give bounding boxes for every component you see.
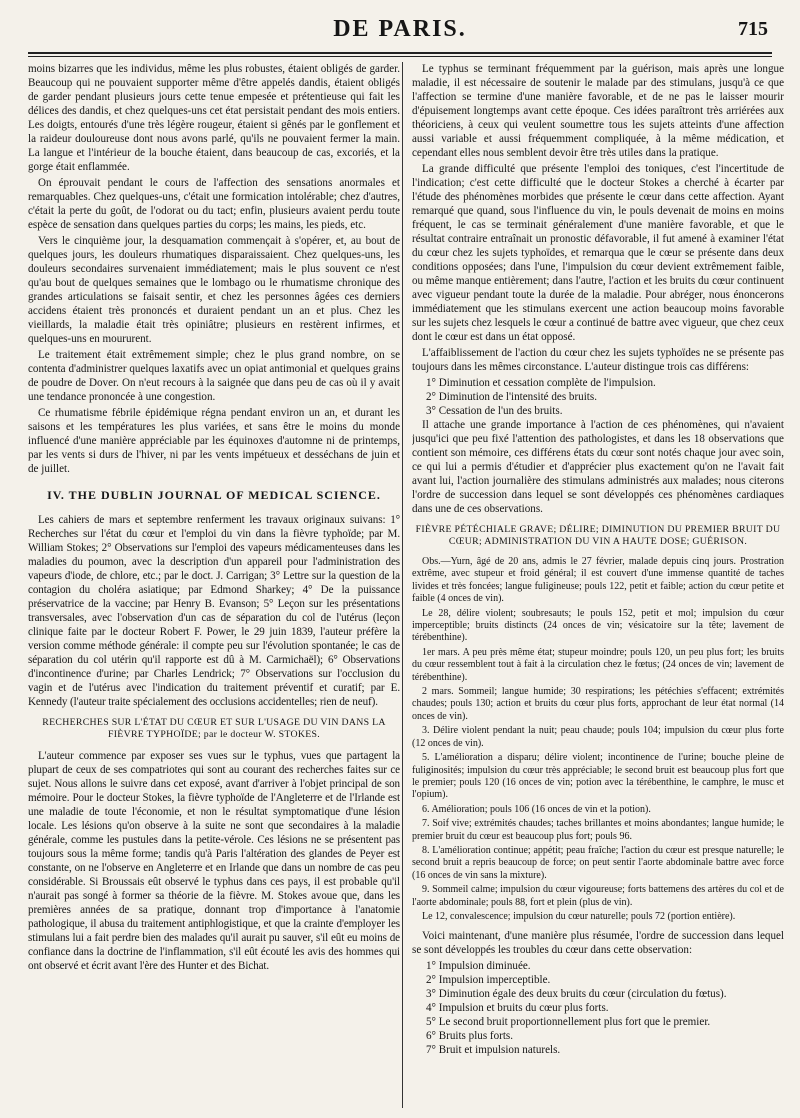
right-paragraph-5: Voici maintenant, d'une manière plus résumée, l'ordre de succession dans lequel se sont développés les troubles du cœur dans cette observation: bbox=[412, 930, 784, 957]
left-paragraph-6: Les cahiers de mars et septembre renferment les travaux originaux suivans: 1° Recherches sur l'état du cœur et l'emploi du vin dans la fièvre typhoïde; par M. William Stokes; 2° Observations sur l'emploi des vapeurs médicamenteuses dans les maladies du poumon, avec la description d'un appareil pour l'administration des vapeurs d'iode, de chlore, etc.; par le doct. J. Carrigan; 3° Lettre sur la question de la contagion du choléra asiatique; par Edmond Sharkey; 4° De la puissance préservatrice de la vaccine; par Henry B. Evanson; 5° Leçon sur les présentations transversales, avec l'observation d'un cas de séparation du col de l'utérus (leçon clinique faite par le docteur Robert F. Power, le 29 juin 1839, l'auteur préfère la version comme méthode générale: il compte peu sur l'évolution spontanée; le cas de séparation du col utérin qu'il rapporte est dû à M. Carmichaël); 6° Observations d'incontinence d'urine; par Charles Lendrick; 7° Observations sur l'occlusion du vagin et de l'utérus avec l'indication du traitement préventif et curatif; par E. Kennedy (l'auteur traite spécialement des occlusions accidentelles; rien de neuf). bbox=[28, 514, 400, 708]
column-divider bbox=[402, 62, 403, 1108]
list-item: 5° Le second bruit proportionnellement plus fort que le premier. bbox=[426, 1016, 711, 1029]
left-paragraph-3: Vers le cinquième jour, la desquamation commençait à s'opérer, et, au bout de quelques jours, les douleurs rhumatiques disparaissaient. Chez quelques-uns, les douleurs secondaires survenaient immédiatement; mais le plus souvent ce n'est qu'au bout de quelques semaines que le lombago ou le rhumatisme chronique des grandes articulations se faisait sentir, et chez les personnes âgées ces derniers accidens étaient très prononcés et duraient pendant un an et plus. Chez les vieillards, la maladie était très opiniâtre; plusieurs en restèrent infirmes, et quelques-uns en moururent. bbox=[28, 235, 400, 345]
observation-entry: Obs.—Yurn, âgé de 20 ans, admis le 27 février, malade depuis cinq jours. Prostration extrême, avec stupeur et froid général; il est couvert d'une immense quantité de taches livides et très foncées; langue fuligineuse; pouls 122, petit et faible; action du cœur petite et faible (4 onces de vin). bbox=[412, 556, 784, 605]
left-column bbox=[28, 62, 400, 1112]
observation-entry: 1er mars. A peu près même état; stupeur moindre; pouls 120, un peu plus fort; les bruits du cœur ressemblent tout à fait à la circulation chez le fœtus; (24 onces de vin; lavement de térébenthine). bbox=[412, 646, 784, 683]
header-rule-thin bbox=[28, 56, 772, 57]
cases-list bbox=[426, 376, 784, 418]
observation-entry: 6. Amélioration; pouls 106 (16 onces de vin et la potion). bbox=[422, 803, 651, 815]
page-header bbox=[28, 10, 772, 50]
left-paragraph-1: moins bizarres que les individus, même les plus robustes, étaient obligés de garder. Beaucoup qui ne pouvaient supporter même d'être appelés dandis, étaient obligés de garder pendant plusieurs jours cette tenue empesée et prétentieuse qui fait les délices des dandis, et chez quelques-uns cet état persistait pendant des mois entiers. Les doigts, entourés d'une très légère rougeur, étaient si gênés par le gonflement et la raideur douloureuse dont nous avons parlé, qu'ils ne pouvaient fermer la main. La langue et l'intérieur de la bouche étaient, dans beaucoup de cas, excoriés, et la gorge était enflammée. bbox=[28, 63, 400, 173]
observation-entry: 2 mars. Sommeil; langue humide; 30 respirations; les pétéchies s'effacent; extrémités chaudes; pouls 130; action et bruits du cœur plus forts, approchant de leur état normal (14 onces de vin). bbox=[412, 686, 784, 722]
observation-entry: 7. Soif vive; extrémités chaudes; taches brillantes et moins abondantes; langue humide; le premier bruit du cœur est beaucoup plus fort; pouls 96. bbox=[412, 818, 784, 842]
left-paragraph-7: L'auteur commence par exposer ses vues sur le typhus, vues que partagent la plupart de ceux de ses compatriotes qui sont au courant des recherches faites sur ce sujet. Nous allons le suivre dans cet exposé, avant d'arriver à l'objet principal de son mémoire. Pour le docteur Stokes, la fièvre typhoïde de l'Angleterre et de l'Irlande est une maladie de toute l'économie, et non le résultat symptomatique d'une lésion locale. Les lésions qu'on observe à la suite ne sont que secondaires à la maladie générale, comme les pustules dans la petite-vérole. Ces lésions ne se présentent pas toujours sous la même forme; tandis qu'à Paris l'altération des glandes de Peyer est constante, on ne l'observe en Angleterre et en Irlande que dans un nombre de cas peu considérable. Si Broussais eût observé le typhus dans ces pays, il est probable qu'il n'aurait pas songé à former sa théorie de la fièvre. M. Stokes avoue que, dans les premières années de sa pratique, donnant trop d'importance à l'anatomie pathologique, il abusa du traitement antiphlogistique, et que la crainte d'employer les stimulans lui a fait perdre bien des malades qu'il aurait pu sauver, s'il eût eu moins de confiance dans la doctrine de l'inflammation, s'il eût écouté les avis des hommes qui ont observé et écrit avant l'ère des Hunter et des Bichat. bbox=[28, 750, 400, 972]
page-number: 715 bbox=[738, 18, 768, 40]
observation-block bbox=[412, 556, 784, 923]
observation-entry: 5. L'amélioration a disparu; délire violent; incontinence de l'urine; bouche pleine de fuliginosités; impulsion du cœur très appréciable; le second bruit est beaucoup plus fort que le premier; pouls 120 (16 onces de vin; potion avec la térébenthine, le camphre, le musc et l'opium). bbox=[412, 752, 784, 801]
list-item: 3° Diminution égale des deux bruits du cœur (circulation du fœtus). bbox=[426, 988, 727, 1001]
running-title: DE PARIS. bbox=[333, 16, 467, 42]
right-paragraph-4: Il attache une grande importance à l'action de ces phénomènes, qui n'avaient jusqu'ici que peu fixé l'attention des pathologistes, et dans les 18 observations que contient son mémoire, ces différens états du cœur sont notés chaque jour avec soin, ce qui lui a permis d'étudier et d'apprécier plus exactement qu'on ne l'avait fait avant lui, l'action journalière des stimulans administrés aux malades; nous citerons l'ordre de succession dans lequel se sont développés ces phénomènes cardiaques dans une de ces observations. bbox=[412, 419, 784, 515]
header-rule bbox=[28, 52, 772, 54]
observation-entry: Le 28, délire violent; soubresauts; le pouls 152, petit et mol; impulsion du cœur imperceptible; bruits distincts (24 onces de vin; vésicatoire sur la tête; lavement de térébenthine). bbox=[412, 607, 784, 644]
left-paragraph-4: Le traitement était extrêmement simple; chez le plus grand nombre, on se contenta d'administrer quelques laxatifs avec un opiat antimonial et quelques grains de poudre de Dover. On n'eut recours à la saignée que dans peu de cas où il y avait une tendance prononcée à une congestion. bbox=[28, 349, 400, 403]
left-paragraph-5: Ce rhumatisme fébrile épidémique régna pendant environ un an, et durant les saisons et les températures les plus variées, et sans être le moins du monde influencé d'une manière appréciable par les équinoxes d'automne ni de printemps, par les vents si durs de l'hiver, ni par les vents impétueux et desséchans de juin et de juillet. bbox=[28, 407, 400, 475]
succession-list bbox=[426, 959, 784, 1057]
list-item: 3° Cessation de l'un des bruits. bbox=[426, 405, 563, 417]
right-paragraph-3: L'affaiblissement de l'action du cœur chez les sujets typhoïdes ne se présente pas toujours dans les mêmes circonstance. L'auteur distingue trois cas différens: bbox=[412, 347, 784, 373]
observation-entry: 9. Sommeil calme; impulsion du cœur vigoureuse; forts battemens des artères du col et de l'aorte abdominale; pouls 88, fort et plein (plus de vin). bbox=[412, 884, 784, 908]
list-item: 2° Diminution de l'intensité des bruits. bbox=[426, 391, 597, 403]
list-item: 6° Bruits plus forts. bbox=[426, 1030, 514, 1043]
list-item: 7° Bruit et impulsion naturels. bbox=[426, 1044, 561, 1057]
list-item: 1° Diminution et cessation complète de l'impulsion. bbox=[426, 377, 656, 389]
list-item: 4° Impulsion et bruits du cœur plus forts. bbox=[426, 1002, 609, 1015]
right-paragraph-1: Le typhus se terminant fréquemment par la guérison, mais après une longue maladie, il est nécessaire de soutenir le malade par des stimulans, jusqu'à ce que l'affection se termine d'une manière favorable, et de ne pas le laisser mourir d'épuisement longtemps avant cette époque. Ces idées paraîtront très arriérées aux théoriciens, à ceux qui veulent soumettre tous les sujets atteints d'une affection aussi variable et aussi fréquemment compliquée, à la même médication, et cependant elles nous semblent devoir être très utiles dans la pratique. bbox=[412, 63, 784, 159]
section-title: IV. THE DUBLIN JOURNAL OF MEDICAL SCIENCE. bbox=[47, 488, 381, 502]
right-column bbox=[412, 62, 784, 1112]
left-paragraph-2: On éprouvait pendant le cours de l'affection des sensations anormales et remarquables. Chez quelques-uns, c'était une formication intolérable; chez d'autres, c'était la perte du goût, de l'odorat ou du tact; enfin, plusieurs avaient perdu toute espèce de sensation dans quelques parties du corps; les mains, les pieds, etc. bbox=[28, 177, 400, 231]
observation-title: FIÈVRE PÉTÉCHIALE GRAVE; DÉLIRE; DIMINUTION DU PREMIER BRUIT DU CŒUR; ADMINISTRATION DU VIN A HAUTE DOSE; GUÉRISON. bbox=[415, 524, 781, 547]
subsection-title: RECHERCHES SUR L'ÉTAT DU CŒUR ET SUR L'USAGE DU VIN DANS LA FIÈVRE TYPHOÏDE; par le docteur W. STOKES. bbox=[42, 717, 386, 740]
list-item: 1° Impulsion diminuée. bbox=[426, 960, 531, 973]
list-item: 2° Impulsion imperceptible. bbox=[426, 974, 551, 987]
right-paragraph-2: La grande difficulté que présente l'emploi des toniques, c'est l'incertitude de l'indication; c'est cette difficulté que le docteur Stokes a cherché à écarter par l'étude des phénomènes morbides que présente le cœur dans cette affection. Ayant remarqué que quand, sous l'influence du vin, le pouls devenait de moins en moins fréquent, le cas se terminait généralement d'une manière favorable, et que le résultat contraire entraînait un pronostic défavorable, il fut amené à examiner l'état du cœur chez les sujets typhoïdes, et remarqua que le cœur se présente dans deux conditions opposées; dans l'une, l'impulsion du cœur devient extrêmement faible, ou même manque entièrement; dans l'autre, l'action et les bruits du cœur continuent avec vigueur pendant toute la durée de la maladie. Pour abréger, nous énoncerons immédiatement que les stimulans exercent une action beaucoup moins favorable sur les sujets chez lesquels le cœur a continué de battre avec vigueur, que chez ceux dont le cœur est dans un état opposé. bbox=[412, 163, 784, 343]
observation-entry: Le 12, convalescence; impulsion du cœur naturelle; pouls 72 (portion entière). bbox=[422, 910, 736, 922]
observation-entry: 3. Délire violent pendant la nuit; peau chaude; pouls 104; impulsion du cœur plus forte (12 onces de vin). bbox=[412, 725, 784, 749]
observation-entry: 8. L'amélioration continue; appétit; peau fraîche; l'action du cœur est presque naturelle; le second bruit a repris beaucoup de force; on peut sentir l'aorte abdominale battre avec force (16 onces de vin sans la mixture). bbox=[412, 844, 784, 881]
